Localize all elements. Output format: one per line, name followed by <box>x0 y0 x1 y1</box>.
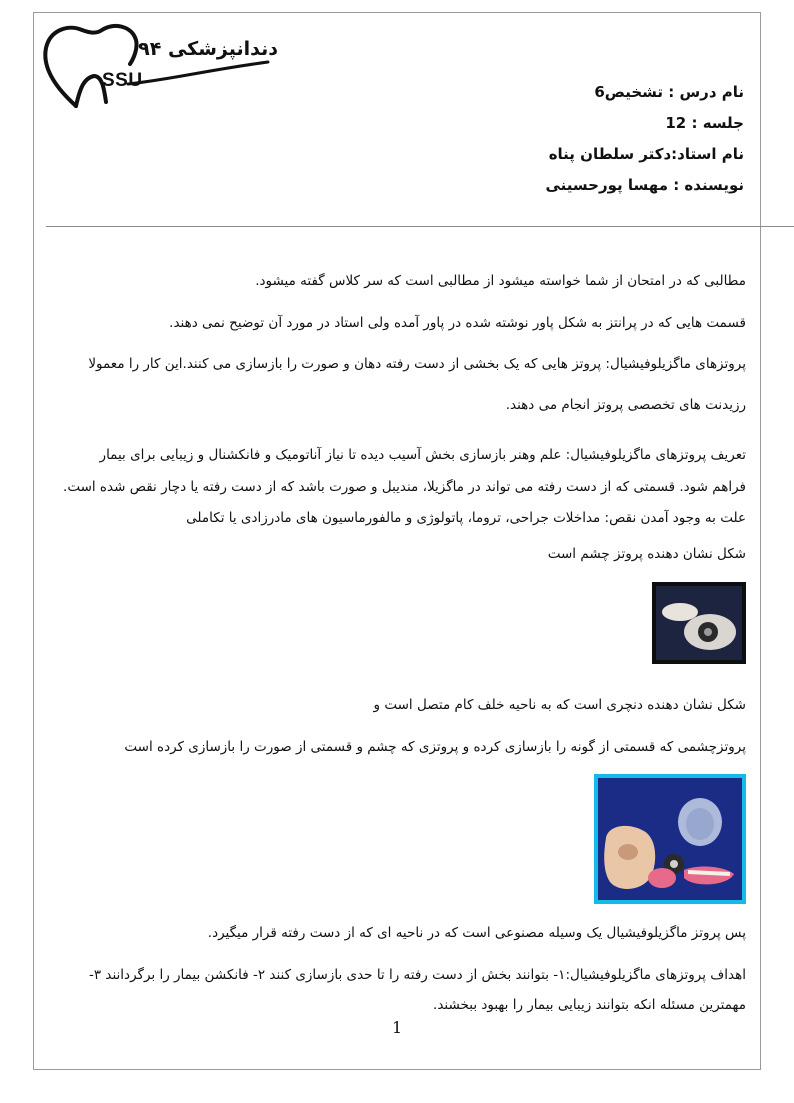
logo-text: دندانپزشکی ۹۴ <box>138 38 278 60</box>
paragraph-definition-line1: پروتزهای ماگزیلوفیشیال: پروتز هایی که یک بخشی از دست رفته دهان و صورت را بازسازی می کنند.این کار را معمولا <box>88 356 746 372</box>
paragraph-formal-definition-line2: فراهم شود. قسمتی که از دست رفته می تواند در ماگزیلا، مندیبل و صورت باشد که از دست رفته یا دچار نقص شده است. <box>63 479 746 495</box>
facial-prosthesis-image <box>598 778 742 900</box>
instructor-name: نام استاد:دکتر سلطان پناه <box>548 145 744 163</box>
header-info <box>546 78 745 202</box>
paragraph-cause-of-defect: علت به وجود آمدن نقص: مداخلات جراحی، تروما، پاتولوژی و مالفورماسیون های مادرزادی یا تکاملی <box>186 510 746 526</box>
facial-prosthesis-photo <box>594 774 746 904</box>
paragraph-goals-line1: اهداف پروتزهای ماگزیلوفیشیال:۱- بتوانند بخش از دست رفته را تا حدی بازسازی کنند ۲- فانکشن بیمار را برگردانند ۳- <box>88 967 746 983</box>
page-number: 1 <box>392 1018 403 1037</box>
logo <box>38 18 278 123</box>
paragraph-summary: پس پروتز ماگزیلوفیشیال یک وسیله مصنوعی است که در ناحیه ای که از دست رفته قرار میگیرد. <box>207 925 746 941</box>
caption-cheek-eye-prosthesis: پروتزچشمی که قسمتی از گونه را بازسازی کرده و پروتزی که چشم و قسمتی از صورت را بازسازی کرده است <box>124 739 746 755</box>
author-name: نویسنده : مهسا پورحسینی <box>545 176 744 194</box>
paragraph-goals-line2: مهمترین مسئله انکه بتوانند زیبایی بیمار را بهبود ببخشند. <box>433 997 746 1013</box>
tooth-logo-icon <box>38 18 278 123</box>
course-name: نام درس : تشخیص6 <box>594 83 744 101</box>
header-divider <box>46 226 794 227</box>
caption-eye-prosthesis: شکل نشان دهنده پروتز چشم است <box>547 546 746 562</box>
caption-denture: شکل نشان دهنده دنچری است که به ناحیه خلف کام متصل است و <box>373 697 746 713</box>
eye-prosthesis-photo <box>652 582 746 664</box>
session-number: جلسه : 12 <box>665 114 744 132</box>
paragraph-definition-line2: رزیدنت های تخصصی پروتز انجام می دهند. <box>505 397 746 413</box>
paragraph-power-note: قسمت هایی که در پرانتز به شکل پاور نوشته شده در پاور آمده ولی استاد در مورد آن توضیح نمی دهند. <box>169 315 746 331</box>
paragraph-exam-note: مطالبی که در امتحان از شما خواسته میشود از مطالبی است که سر کلاس گفته میشود. <box>255 273 746 289</box>
paragraph-formal-definition-line1: تعریف پروتزهای ماگزیلوفیشیال: علم وهنر بازسازی بخش آسیب دیده تا نیاز آناتومیک و فانکشنال و زیبایی برای بیمار <box>99 447 746 463</box>
logo-ssu: SSU <box>102 70 143 91</box>
